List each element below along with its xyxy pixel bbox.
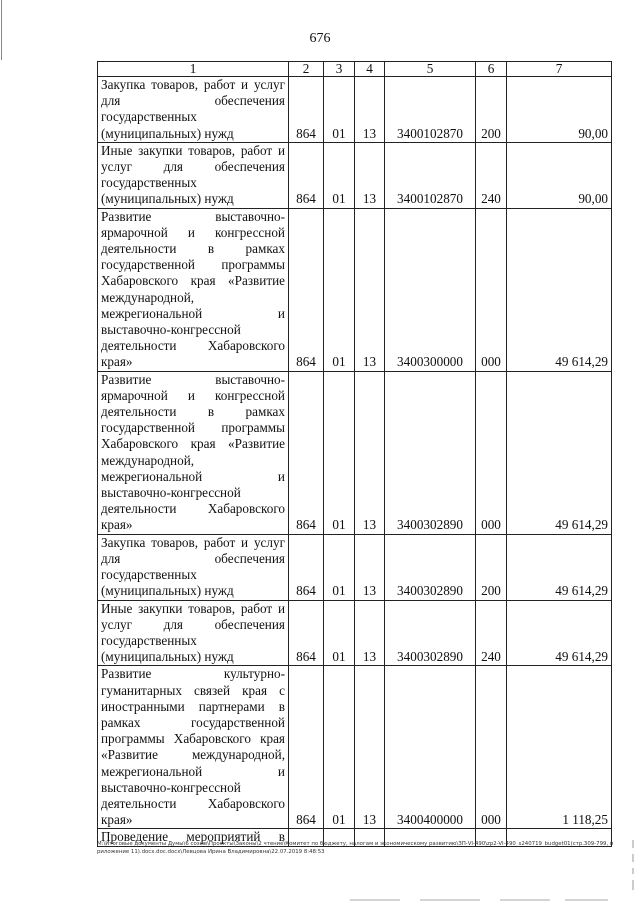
row-amount-cell: 90,00 bbox=[507, 142, 612, 208]
right-scan-marks bbox=[630, 840, 636, 900]
row-expense-type-cell: 000 bbox=[476, 371, 507, 534]
row-ministry-code-cell: 864 bbox=[289, 600, 324, 666]
header-col-2: 2 bbox=[289, 62, 324, 77]
table-row bbox=[98, 600, 612, 666]
table-row bbox=[98, 208, 612, 371]
row-target-article-cell: 3400302890 bbox=[385, 534, 476, 600]
header-col-5: 5 bbox=[385, 62, 476, 77]
row-ministry-code-cell: 864 bbox=[289, 534, 324, 600]
left-margin-line bbox=[1, 0, 2, 60]
row-expense-type-cell: 240 bbox=[476, 600, 507, 666]
row-target-article-cell: 3400102870 bbox=[385, 77, 476, 143]
row-target-article-cell: 3400302890 bbox=[385, 371, 476, 534]
page-number: 676 bbox=[309, 31, 331, 46]
row-ministry-code-cell: 864 bbox=[289, 77, 324, 143]
table-row bbox=[98, 666, 612, 829]
row-name-cell: Проведение мероприятий в bbox=[98, 829, 289, 846]
row-section-cell: 01 bbox=[324, 534, 355, 600]
row-target-article-cell: 3400102870 bbox=[385, 142, 476, 208]
row-amount-cell: 49 614,29 bbox=[507, 534, 612, 600]
table-header-row bbox=[98, 62, 612, 77]
row-ministry-code-cell: 864 bbox=[289, 371, 324, 534]
top-scan-marks bbox=[0, 0, 260, 2]
row-expense-type-cell: 000 bbox=[476, 666, 507, 829]
row-expense-type-cell: 000 bbox=[476, 208, 507, 371]
row-subsection-cell: 13 bbox=[355, 371, 385, 534]
row-subsection-cell: 13 bbox=[355, 666, 385, 829]
row-section-cell: 01 bbox=[324, 371, 355, 534]
document-path-footer: M:\Итоговые документы Думы\6 созыв\Проекты\Законы\2 чтение\Комитет по бюджету, налогам и экономическому развитию\ЗП-VI-490\zp2-VI-490_s240719_budget01(стр.309-799, приложение 11).docx.doc.docx\Левцова Ирина Владимировна\22.07.2019 8:48:53 bbox=[97, 841, 614, 855]
row-section-cell: 01 bbox=[324, 142, 355, 208]
row-target-article-cell: 3400400000 bbox=[385, 666, 476, 829]
row-expense-type-cell: 200 bbox=[476, 77, 507, 143]
row-name-cell: Закупка товаров, работ и услуг для обеспечения государственных (муниципальных) нужд bbox=[98, 77, 289, 143]
row-subsection-cell: 13 bbox=[355, 77, 385, 143]
budget-table bbox=[97, 61, 612, 847]
row-section-cell: 01 bbox=[324, 77, 355, 143]
bottom-scan-marks bbox=[350, 899, 610, 902]
header-col-6: 6 bbox=[476, 62, 507, 77]
row-section-cell: 01 bbox=[324, 600, 355, 666]
row-amount-cell: 49 614,29 bbox=[507, 208, 612, 371]
row-name-cell: Развитие выставочно-ярмарочной и конгрессной деятельности в рамках государственной программы Хабаровского края «Развитие международной, межрегиональной и выставочно-конгрессной деятельности Хабаровского края» bbox=[98, 208, 289, 371]
row-expense-type-cell: 240 bbox=[476, 142, 507, 208]
row-name-cell: Развитие выставочно-ярмарочной и конгрессной деятельности в рамках государственной программы Хабаровского края «Развитие международной, межрегиональной и выставочно-конгрессной деятельности Хабаровского края» bbox=[98, 371, 289, 534]
table-row bbox=[98, 534, 612, 600]
row-ministry-code-cell: 864 bbox=[289, 666, 324, 829]
row-subsection-cell: 13 bbox=[355, 534, 385, 600]
row-ministry-code-cell: 864 bbox=[289, 142, 324, 208]
row-amount-cell: 1 118,25 bbox=[507, 666, 612, 829]
row-expense-type-cell: 200 bbox=[476, 534, 507, 600]
row-subsection-cell: 13 bbox=[355, 142, 385, 208]
header-col-7: 7 bbox=[507, 62, 612, 77]
row-target-article-cell: 3400300000 bbox=[385, 208, 476, 371]
row-section-cell: 01 bbox=[324, 208, 355, 371]
row-name-cell: Закупка товаров, работ и услуг для обеспечения государственных (муниципальных) нужд bbox=[98, 534, 289, 600]
header-col-1: 1 bbox=[98, 62, 289, 77]
header-col-4: 4 bbox=[355, 62, 385, 77]
row-name-cell: Развитие культурно-гуманитарных связей края с иностранными партнерами в рамках государственной программы Хабаровского края «Развитие международной, межрегиональной и выставочно-конгрессной деятельности Хабаровского края» bbox=[98, 666, 289, 829]
row-amount-cell: 90,00 bbox=[507, 77, 612, 143]
table-row bbox=[98, 77, 612, 143]
row-amount-cell: 49 614,29 bbox=[507, 371, 612, 534]
table-row bbox=[98, 142, 612, 208]
table-row bbox=[98, 371, 612, 534]
header-col-3: 3 bbox=[324, 62, 355, 77]
row-name-cell: Иные закупки товаров, работ и услуг для обеспечения государственных (муниципальных) нужд bbox=[98, 142, 289, 208]
row-name-cell: Иные закупки товаров, работ и услуг для обеспечения государственных (муниципальных) нужд bbox=[98, 600, 289, 666]
row-subsection-cell: 13 bbox=[355, 208, 385, 371]
row-section-cell: 01 bbox=[324, 666, 355, 829]
row-ministry-code-cell: 864 bbox=[289, 208, 324, 371]
row-subsection-cell: 13 bbox=[355, 600, 385, 666]
row-target-article-cell: 3400302890 bbox=[385, 600, 476, 666]
row-amount-cell: 49 614,29 bbox=[507, 600, 612, 666]
